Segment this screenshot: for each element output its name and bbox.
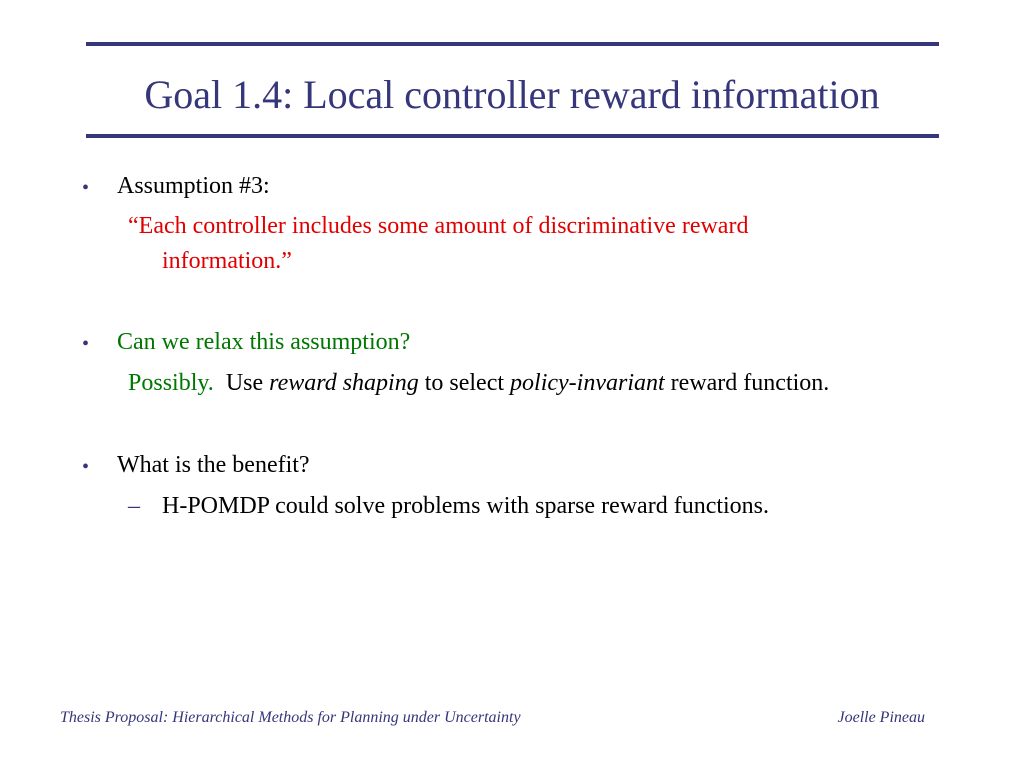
benefit-answer: H-POMDP could solve problems with sparse reward functions. [162, 493, 770, 519]
slide-title: Goal 1.4: Local controller reward information [144, 72, 880, 117]
answer-reward-shaping: reward shaping [269, 370, 419, 396]
answer-policy-invariant: policy-invariant [510, 370, 665, 396]
answer-reward-function: reward function. [670, 370, 830, 396]
title-rule-top [86, 42, 939, 46]
bullet-marker: • [82, 456, 90, 478]
assumption-quote-line-2: information.” [162, 248, 292, 274]
footer-author: Joelle Pineau [837, 709, 925, 726]
bullet-marker: • [82, 177, 90, 199]
answer-to-select: to select [424, 370, 505, 396]
assumption-quote-line-1: “Each controller includes some amount of discriminative reward [128, 213, 749, 239]
bullet-benefit-question: What is the benefit? [117, 452, 310, 478]
footer-thesis-title: Thesis Proposal: Hierarchical Methods for Planning under Uncertainty [60, 709, 521, 726]
bullet-relax-question: Can we relax this assumption? [117, 329, 411, 355]
answer-possibly: Possibly. [128, 370, 214, 396]
bullet-marker: • [82, 333, 90, 355]
bullet-assumption: Assumption #3: [117, 173, 270, 199]
answer-use: Use [225, 370, 264, 396]
relax-answer-line [128, 368, 829, 398]
title-rule-bottom [86, 134, 939, 138]
sub-dash-marker: – [128, 493, 140, 519]
